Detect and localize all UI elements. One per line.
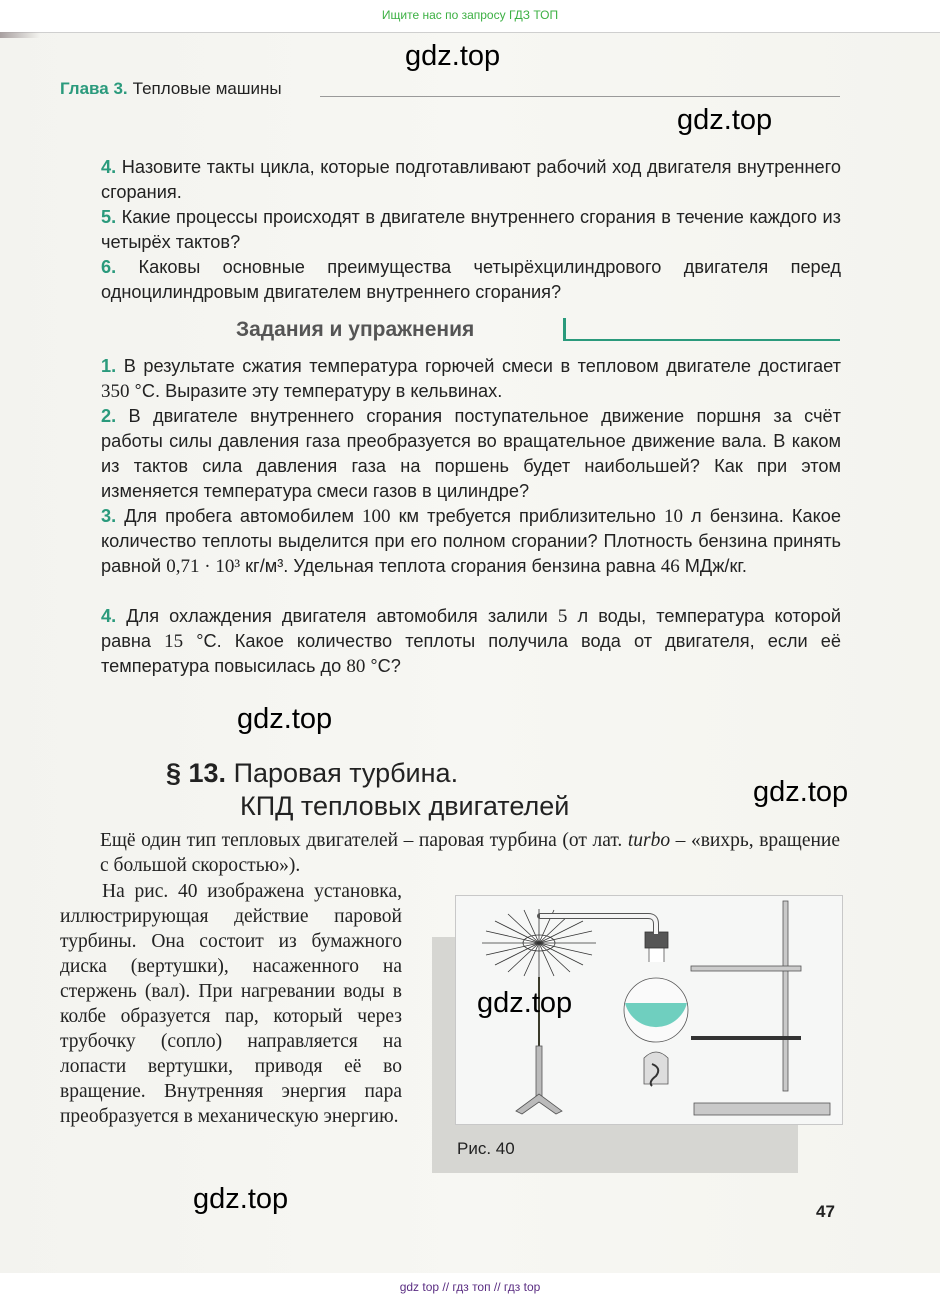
figure-caption: Рис. 40 <box>457 1139 515 1158</box>
page-edge-shadow <box>0 32 40 38</box>
chapter-label: Глава 3. <box>60 79 128 98</box>
exercise-text: Для охлаждения двигателя автомобиля залили <box>126 606 558 626</box>
watermark: gdz.top <box>753 776 849 808</box>
running-head <box>60 79 282 99</box>
watermark: gdz.top <box>193 1183 289 1215</box>
intro-text-end: – «вихрь, вращение с большой скоростью»). <box>100 830 840 876</box>
exercise-text: °C. Какое количество теплоты получила вода от двигателя, если её температура повысилась до <box>101 631 841 676</box>
question-number: 5. <box>101 207 117 227</box>
exercise-number: 3. <box>101 506 117 526</box>
exercise-item <box>101 354 841 404</box>
exercise-number: 4. <box>101 606 117 626</box>
latin-term: turbo <box>627 830 671 851</box>
watermark: gdz.top <box>677 104 773 136</box>
intro-text: Ещё один тип тепловых двигателей – паровая турбина (от лат. <box>100 830 628 851</box>
exercise-text: км требуется приблизительно <box>390 506 664 526</box>
footer-links[interactable]: gdz top // гдз топ // гдз top <box>399 1280 541 1294</box>
question-text: Какие процессы происходят в двигателе внутреннего сгорания в течение каждого из четырёх тактов? <box>101 207 841 252</box>
exercise-number: 1. <box>101 356 117 376</box>
running-head-rule <box>320 96 840 97</box>
paragraph-number: § 13. <box>166 758 227 788</box>
tripod-base <box>516 1094 562 1114</box>
question-item <box>101 205 841 255</box>
paragraph-title-line2: КПД тепловых двигателей <box>240 791 570 821</box>
question-item <box>101 155 841 205</box>
exercise-text: л бензина. Какое количество теплоты выделится при его полном сгорании? Плотность бензина принять равной <box>101 506 841 576</box>
intro-paragraph <box>100 828 840 878</box>
exercise-number: 2. <box>101 406 117 426</box>
value: 350 <box>101 381 130 402</box>
spirit-lamp <box>644 1052 668 1084</box>
chapter-title: Тепловые машины <box>132 79 282 98</box>
page-number: 47 <box>816 1202 835 1221</box>
question-number: 4. <box>101 157 117 177</box>
value: 15 <box>164 631 184 652</box>
question-item <box>101 255 841 305</box>
description-paragraph: На рис. 40 изображена установка, иллюстрирующая действие паровой турбины. Она состоит из бумажного диска (вертушки), насаженного на стержень (вал). При нагревании воды в колбе образуется пар, который через трубочку (сопло) направляется на лопасти вертушки, приводя её во вращение. Внутренняя энергия пара преобразуется в механическую энергию. <box>60 881 402 1127</box>
heading-bar <box>563 318 566 340</box>
watermark: gdz.top <box>477 987 573 1019</box>
stand-base <box>694 1103 830 1115</box>
exercise-item <box>101 604 841 679</box>
watermark: gdz.top <box>405 40 501 72</box>
exercise-text: В двигателе внутреннего сгорания поступательное движение поршня за счёт работы силы давления газа преобразуется во вращательное движение вала. В каком из тактов сила давления газа на поршень будет наибольшей? Как при этом изменяется температура смеси газов в цилиндре? <box>101 406 841 501</box>
exercise-text: Для пробега автомобилем <box>124 506 363 526</box>
exercise-text: МДж/кг. <box>679 556 747 576</box>
exercises-heading: Задания и упражнения <box>236 318 475 341</box>
exercise-text: л воды, температура которой равна <box>101 606 841 651</box>
question-text: Каковы основные преимущества четырёхцилиндрового двигателя перед одноцилиндровым двигателем внутреннего сгорания? <box>101 257 841 302</box>
exercise-text: °C. Выразите эту температуру в кельвинах. <box>129 381 503 401</box>
pinwheel-icon <box>482 909 596 977</box>
top-banner: Ищите нас по запросу ГДЗ ТОП <box>381 8 559 22</box>
exercise-item <box>101 404 841 504</box>
value: 46 <box>660 556 680 577</box>
value: 5 <box>557 606 568 627</box>
question-text: Назовите такты цикла, которые подготавливают рабочий ход двигателя внутреннего сгорания. <box>101 157 841 202</box>
exercise-text: кг/м³. Удельная теплота сгорания бензина равна <box>240 556 661 576</box>
question-number: 6. <box>101 257 117 277</box>
exercise-text: В результате сжатия температура горючей смеси в тепловом двигателе достигает <box>123 356 841 376</box>
paragraph-title-line1: Паровая турбина. <box>233 758 459 788</box>
paragraph-title <box>166 757 569 823</box>
watermark: gdz.top <box>237 703 333 735</box>
exercise-item <box>101 504 841 579</box>
value: 80 <box>346 656 366 677</box>
value: 10 <box>663 506 683 527</box>
value: 100 <box>362 506 391 527</box>
retort-rod <box>783 901 788 1091</box>
exercise-text: °C? <box>365 656 401 676</box>
heading-rule <box>563 339 840 341</box>
value: 0,71 · 10³ <box>166 556 241 577</box>
